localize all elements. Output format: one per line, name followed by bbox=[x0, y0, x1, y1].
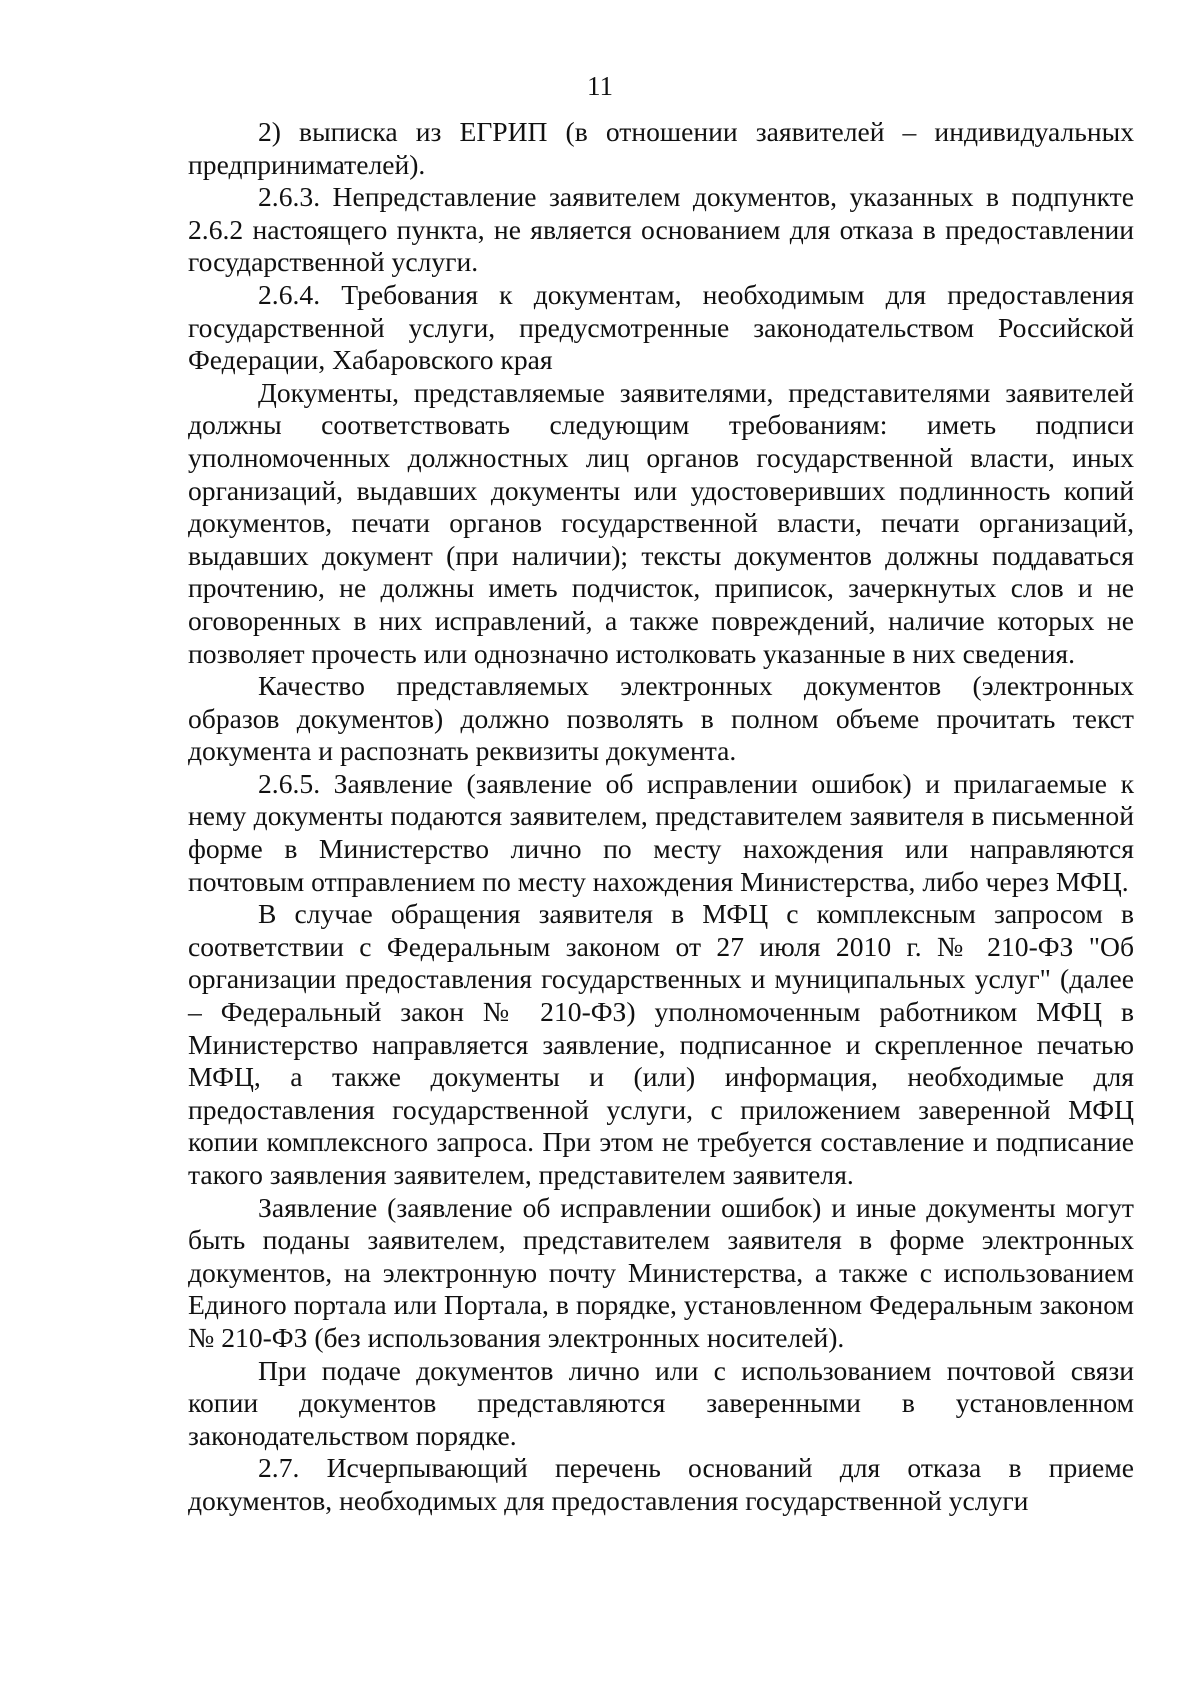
paragraph-copies-certification: При подаче документов лично или с использованием почтовой связи копии документов представляются заверенными в установленном законодательством порядке. bbox=[188, 1354, 1134, 1451]
paragraph-electronic-submission: Заявление (заявление об исправлении ошибок) и иные документы могут быть поданы заявителем, представителем заявителя в форме электронных документов, на электронную почту Министерства, а также с использованием Единого портала или Портала, в порядке, установленном Федеральным законом № 210-ФЗ (без использования электронных носителей). bbox=[188, 1191, 1134, 1353]
paragraph-2-7: 2.7. Исчерпывающий перечень оснований для отказа в приеме документов, необходимых для предоставления государственной услуги bbox=[188, 1452, 1134, 1516]
paragraph-electronic-quality: Качество представляемых электронных документов (электронных образов документов) должно позволять в полном объеме прочитать текст документа и распознать реквизиты документа. bbox=[188, 670, 1134, 767]
paragraph-egrip-extract: 2) выписка из ЕГРИП (в отношении заявителей – индивидуальных предпринимателей). bbox=[188, 116, 1134, 180]
paragraph-complex-request: В случае обращения заявителя в МФЦ с комплексным запросом в соответствии с Федеральным законом от 27 июля 2010 г. № 210-ФЗ "Об организации предоставления государственных и муниципальных услуг" (далее – Федеральный закон № 210-ФЗ) уполномоченным работником МФЦ в Министерство направляется заявление, подписанное и скрепленное печатью МФЦ, а также документы и (или) информация, необходимые для предоставления государственной услуги, с приложением заверенной МФЦ копии комплексного запроса. При этом не требуется составление и подписание такого заявления заявителем, представителем заявителя. bbox=[188, 898, 1134, 1190]
document-body bbox=[188, 116, 1134, 1518]
paragraph-2-6-5: 2.6.5. Заявление (заявление об исправлении ошибок) и прилагаемые к нему документы подаются заявителем, представителем заявителя в письменной форме в Министерство лично по месту нахождения или направляются почтовым отправлением по месту нахождения Министерства, либо через МФЦ. bbox=[188, 767, 1134, 897]
page-number: 11 bbox=[587, 71, 613, 101]
paragraph-2-6-3: 2.6.3. Непредставление заявителем документов, указанных в подпункте 2.6.2 настоящего пункта, не является основанием для отказа в предоставлении государственной услуги. bbox=[188, 181, 1134, 278]
paragraph-document-requirements: Документы, представляемые заявителями, представителями заявителей должны соответствовать следующим требованиям: иметь подписи уполномоченных должностных лиц органов государственной власти, иных организаций, выдавших документы или удостоверивших подлинность копий документов, печати органов государственной власти, печати организаций, выдавших документ (при наличии); тексты документов должны поддаваться прочтению, не должны иметь подчисток, приписок, зачеркнутых слов и не оговоренных в них исправлений, а также повреждений, наличие которых не позволяет прочесть или однозначно истолковать указанные в них сведения. bbox=[188, 376, 1134, 669]
paragraph-2-6-4: 2.6.4. Требования к документам, необходимым для предоставления государственной услуги, предусмотренные законодательством Российской Федерации, Хабаровского края bbox=[188, 278, 1134, 376]
